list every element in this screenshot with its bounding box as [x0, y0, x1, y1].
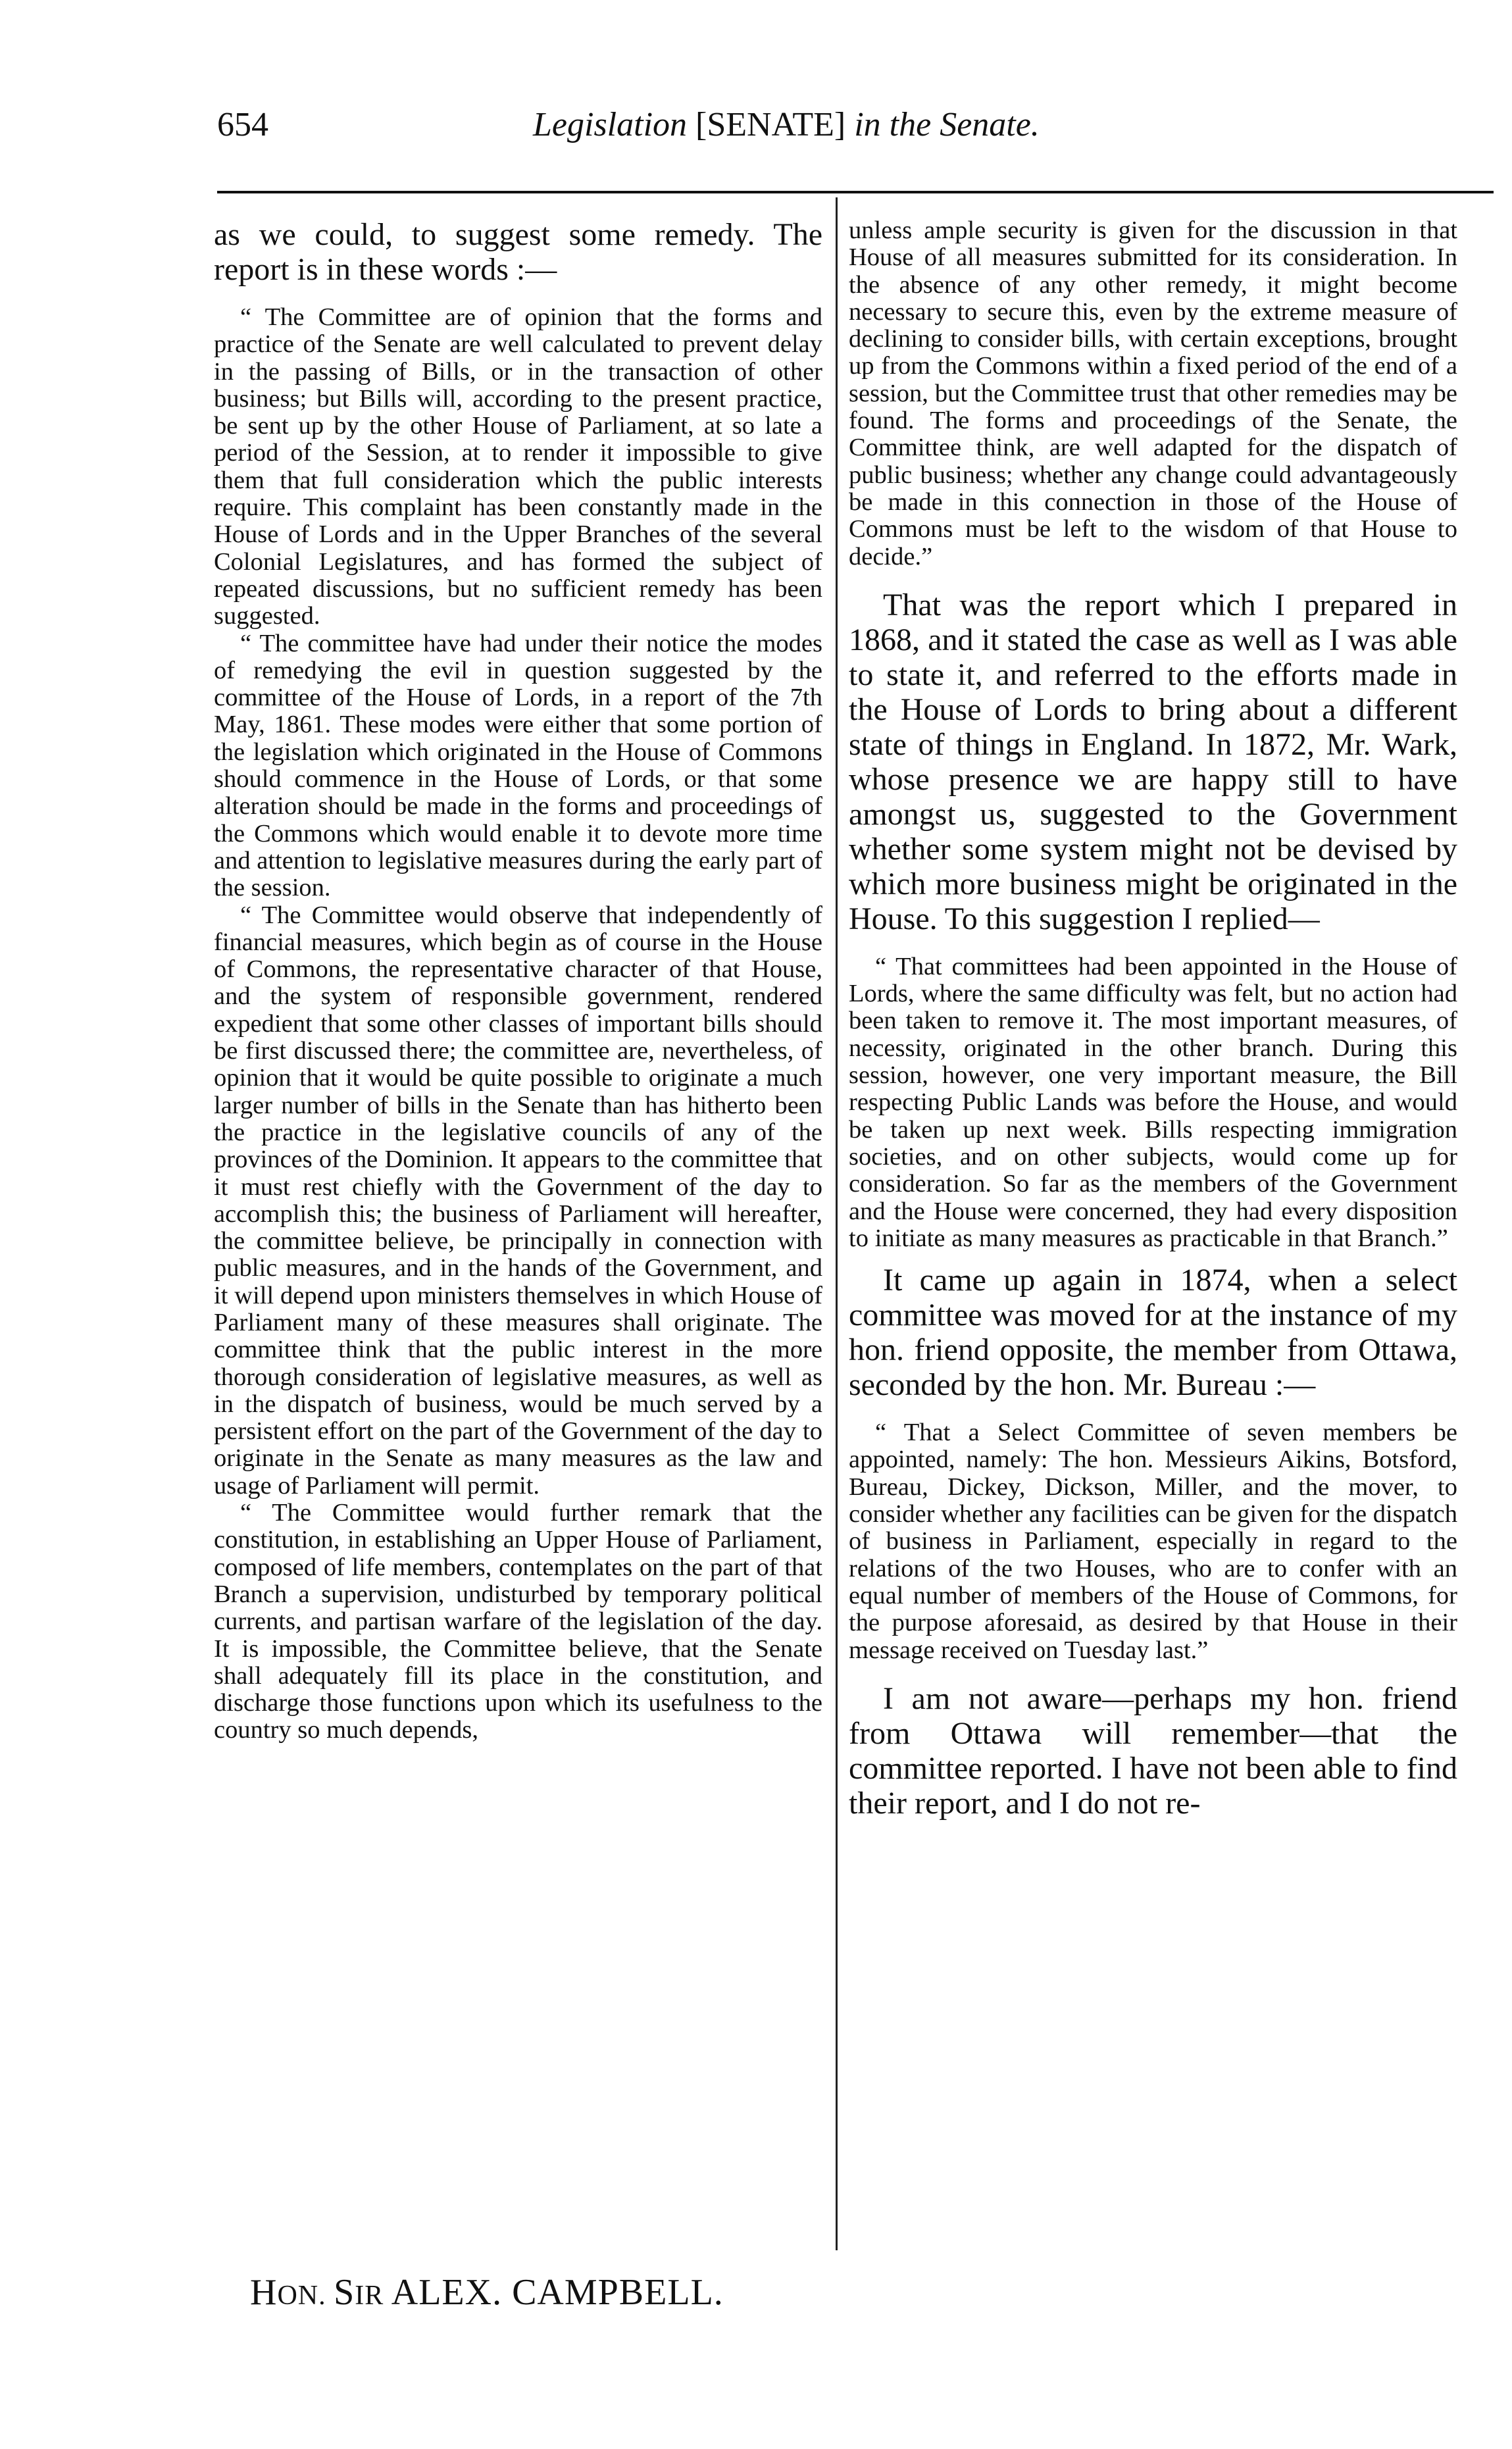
page-number: 654: [217, 106, 268, 143]
reply-quote: “ That committees had been appointed in the House of Lords, where the same difficulty was felt, but no action had been taken to remove it. The most important measures, of necessity, originated in the other branch. During this session, however, one very important measure, the Bill respecting Public Lands was before the House, and would be taken up next week. Bills respecting immigration societies, and on other subjects, would come up for consideration. So far as the members of the Government and the House were concerned, they had every disposition to initiate as many measures as practicable in that Branch.”: [849, 952, 1457, 1252]
report-quote-continued: unless ample security is given for the discussion in that House of all measures submitted for its consideration. In the absence of any other remedy, it might become necessary to secure this, even by the extreme measure of declining to consider bills, with certain exceptions, brought up from the Commons within a fixed period of the end of a session, but the Committee trust that other remedies may be found. The forms and proceedings of the Senate, the Committee think, are well adapted for the dispatch of public business; whether any change could advantageously be made in this connection in those of the House of Commons must be left to the wisdom of that House to decide.”: [849, 217, 1457, 570]
speaker-name-ir: IR: [355, 2281, 391, 2311]
report-quote-3: “ The Committee would observe that independently of financial measures, which begin as of course in the House of Commons, the representative character of that House, and the system of responsible government, rendered expedient that some other classes of important bills should be first discussed there; the committee are, nevertheless, of opinion that it would be quite possible to originate a much larger number of bills in the Senate than has hitherto been the practice in the legislative councils of any of the provinces of the Dominion. It appears to the committee that it must rest chiefly with the Government of the day to accomplish this; the business of Parliament will hereafter, the committee believe, be principally in connection with public measures, and in the hands of the Government, and it will depend upon ministers themselves in which House of Parliament many of these measures shall originate. The committee think that the public interest in the more thorough consideration of legislative measures, as well as in the dispatch of business, would be much served by a persistent effort on the part of the Government of the day to originate in the Senate as many measures as the law and usage of Parliament will permit.: [214, 901, 822, 1500]
speech-paragraph-1874: It came up again in 1874, when a select committee was moved for at the instance of my hon. friend opposite, the member from Ottawa, seconded by the hon. Mr. Bureau :—: [849, 1263, 1457, 1403]
header-rule: [217, 191, 1494, 193]
running-title-part-3: in the Senate.: [854, 106, 1040, 143]
right-column: [849, 217, 1457, 2257]
report-quote-4: “ The Committee would further remark that the constitution, in establishing an Upper House of Parliament, composed of life members, contemplates on the part of that Branch a supervision, undisturbed by temporary political currents, and partisan warfare of the legislation of the day. It is impossible, the Committee believe, that the Senate shall adequately fill its place in the constitution, and discharge those functions upon which its usefulness to the country so much depends,: [214, 1499, 822, 1744]
running-title-part-2: [SENATE]: [687, 106, 855, 143]
speaker-name: [250, 2271, 724, 2313]
speech-paragraph-closing: I am not aware—perhaps my hon. friend from Ottawa will remember—that the committee reported. I have not been able to find their report, and I do not re-: [849, 1680, 1457, 1821]
column-divider: [836, 197, 838, 2250]
left-column: [214, 217, 822, 2257]
speaker-name-main: ALEX. CAMPBELL.: [391, 2272, 724, 2313]
running-title: [533, 99, 1040, 151]
report-quote-2: “ The committee have had under their notice the modes of remedying the evil in question suggested by the committee of the House of Lords, in a report of the 7th May, 1861. These modes were either that some portion of the legislation which originated in the House of Commons should commence in the House of Lords, or that some alteration should be made in the forms and proceedings of the Commons which would enable it to devote more time and attention to legislative measures during the early part of the session.: [214, 629, 822, 902]
speaker-name-s: S: [334, 2272, 355, 2313]
speaker-name-h: H: [250, 2272, 278, 2313]
speaker-name-on: ON.: [277, 2281, 334, 2311]
motion-quote: “ That a Select Committee of seven members be appointed, namely: The hon. Messieurs Aikins, Botsford, Bureau, Dickey, Dickson, Miller, and the mover, to consider whether any facilities can be given for the dispatch of business in Parliament, especially in regard to the relations of the two Houses, who are to confer with an equal number of members of the House of Commons, for the purpose aforesaid, as desired by that House in their message received on Tuesday last.”: [849, 1419, 1457, 1664]
running-title-part-1: Legislation: [533, 106, 688, 143]
report-quote-1: “ The Committee are of opinion that the forms and practice of the Senate are well calculated to prevent delay in the passing of Bills, or in the transaction of other business; but Bills will, according to the present practice, be sent up by the other House of Parliament, at so late a period of the Session, at to render it impossible to give them that full consideration which the public interests require. This complaint has been constantly made in the House of Lords and in the Upper Branches of the several Colonial Legislatures, and has formed the subject of repeated discussions, but no sufficient remedy has been suggested.: [214, 303, 822, 630]
speech-paragraph-intro: as we could, to suggest some remedy. The report is in these words :—: [214, 217, 822, 287]
page-header: [217, 99, 1467, 151]
speech-paragraph-1868: That was the report which I prepared in 1868, and it stated the case as well as I was able to state it, and referred to the efforts made in the House of Lords to bring about a different state of things in England. In 1872, Mr. Wark, whose presence we are happy still to have amongst us, suggested to the Government whether some system might not be devised by which more business might be originated in the House. To this suggestion I replied—: [849, 587, 1457, 936]
